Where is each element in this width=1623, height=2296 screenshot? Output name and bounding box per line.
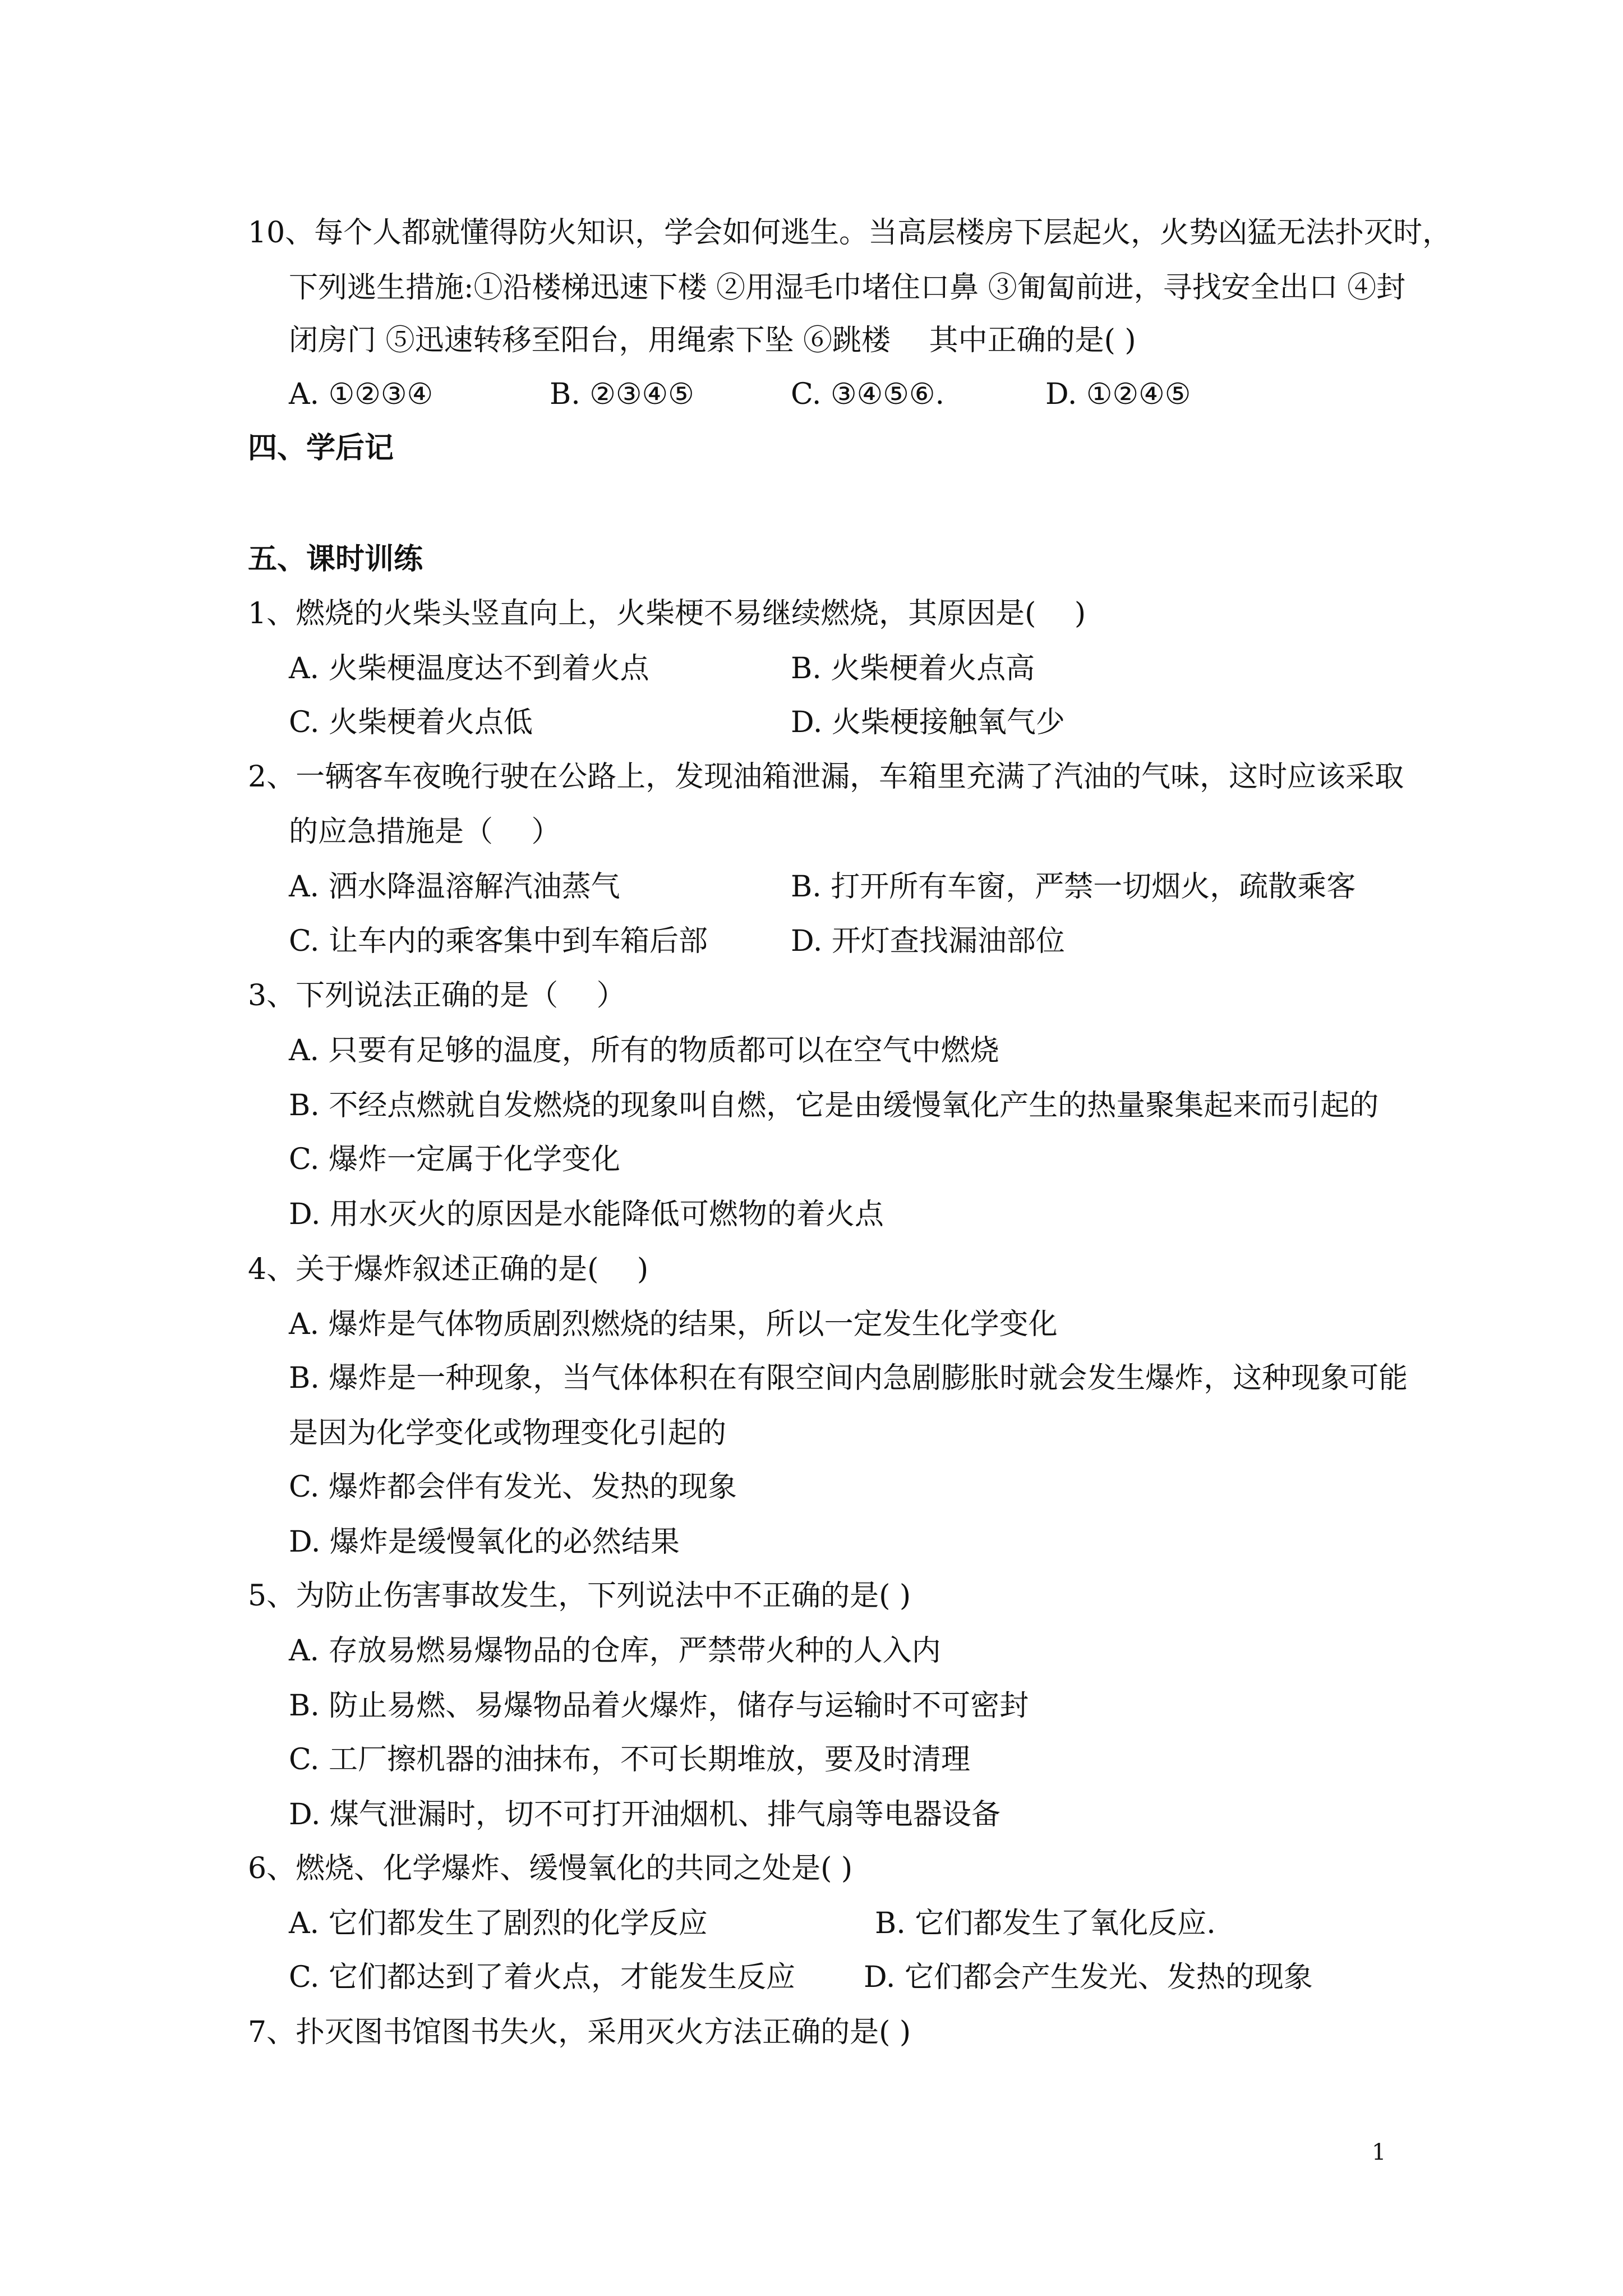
q10-option-a: A. ①②③④ — [289, 378, 434, 411]
q3-option-b: B. 不经点燃就自发燃烧的现象叫自燃，它是由缓慢氧化产生的热量聚集起来而引起的 — [289, 1089, 1379, 1122]
q4-option-c: C. 爆炸都会伴有发光、发热的现象 — [289, 1470, 737, 1504]
q5-option-d: D. 煤气泄漏时，切不可打开油烟机、排气扇等电器设备 — [289, 1798, 1000, 1832]
q4-option-d: D. 爆炸是缓慢氧化的必然结果 — [289, 1525, 680, 1559]
q6-option-c: C. 它们都达到了着火点，才能发生反应 — [289, 1961, 795, 1994]
q6-option-b: B. 它们都发生了氧化反应. — [875, 1907, 1216, 1940]
q4-option-b: B. 爆炸是一种现象，当气体体积在有限空间内急剧膨胀时就会发生爆炸，这种现象可能 — [289, 1361, 1408, 1395]
q4-option-a: A. 爆炸是气体物质剧烈燃烧的结果，所以一定发生化学变化 — [289, 1308, 1058, 1341]
section-heading-5: 五、课时训练 — [248, 542, 423, 576]
q10-stem-line-2: 下列逃生措施:①沿楼梯迅速下楼 ②用湿毛巾堵住口鼻 ③匍匐前进，寻找安全出口 ④封 — [289, 271, 1406, 305]
q4-option-b-continued: 是因为化学变化或物理变化引起的 — [289, 1416, 727, 1450]
q3-option-c: C. 爆炸一定属于化学变化 — [289, 1143, 620, 1176]
q6-stem: 6、燃烧、化学爆炸、缓慢氧化的共同之处是( ) — [248, 1852, 853, 1885]
q1-option-d: D. 火柴梗接触氧气少 — [791, 706, 1065, 739]
q6-option-d: D. 它们都会产生发光、发热的现象 — [864, 1961, 1313, 1994]
q1-option-a: A. 火柴梗温度达不到着火点 — [289, 652, 649, 685]
q10-stem-line-3: 闭房门 ⑤迅速转移至阳台，用绳索下坠 ⑥跳楼 其中正确的是( ) — [289, 324, 1136, 357]
q5-option-a: A. 存放易燃易爆物品的仓库，严禁带火种的人入内 — [289, 1634, 941, 1668]
q10-option-b: B. ②③④⑤ — [550, 378, 694, 411]
q1-option-b: B. 火柴梗着火点高 — [791, 652, 1035, 685]
q3-option-d: D. 用水灭火的原因是水能降低可燃物的着火点 — [289, 1198, 884, 1231]
q10-option-d: D. ①②④⑤ — [1045, 378, 1191, 411]
page-number: 1 — [1372, 2139, 1386, 2165]
q2-option-d: D. 开灯查找漏油部位 — [791, 924, 1065, 958]
section-heading-4: 四、学后记 — [248, 431, 394, 465]
q5-option-b: B. 防止易燃、易爆物品着火爆炸，储存与运输时不可密封 — [289, 1689, 1029, 1723]
q6-option-a: A. 它们都发生了剧烈的化学反应 — [289, 1907, 708, 1940]
q10-stem-line-1: 10、每个人都就懂得防火知识，学会如何逃生。当高层楼房下层起火，火势凶猛无法扑灭时， — [248, 216, 1452, 250]
q5-stem: 5、为防止伤害事故发生，下列说法中不正确的是( ) — [248, 1579, 911, 1613]
q3-stem: 3、下列说法正确的是（ ） — [248, 979, 626, 1013]
q7-stem: 7、扑灭图书馆图书失火，采用灭火方法正确的是( ) — [248, 2016, 911, 2049]
q2-option-b: B. 打开所有车窗，严禁一切烟火，疏散乘客 — [791, 870, 1356, 904]
q1-option-c: C. 火柴梗着火点低 — [289, 706, 533, 739]
q4-stem: 4、关于爆炸叙述正确的是( ) — [248, 1253, 649, 1286]
q2-stem-line-1: 2、一辆客车夜晚行驶在公路上，发现油箱泄漏，车箱里充满了汽油的气味，这时应该采取 — [248, 760, 1404, 794]
q3-option-a: A. 只要有足够的温度，所有的物质都可以在空气中燃烧 — [289, 1034, 999, 1068]
q1-stem: 1、燃烧的火柴头竖直向上，火柴梗不易继续燃烧，其原因是( ) — [248, 597, 1086, 631]
q2-option-a: A. 洒水降温溶解汽油蒸气 — [289, 870, 620, 904]
q2-option-c: C. 让车内的乘客集中到车箱后部 — [289, 924, 708, 958]
q5-option-c: C. 工厂擦机器的油抹布，不可长期堆放，要及时清理 — [289, 1743, 970, 1777]
q10-option-c: C. ③④⑤⑥. — [791, 378, 944, 411]
q2-stem-line-2: 的应急措施是（ ） — [289, 815, 561, 849]
